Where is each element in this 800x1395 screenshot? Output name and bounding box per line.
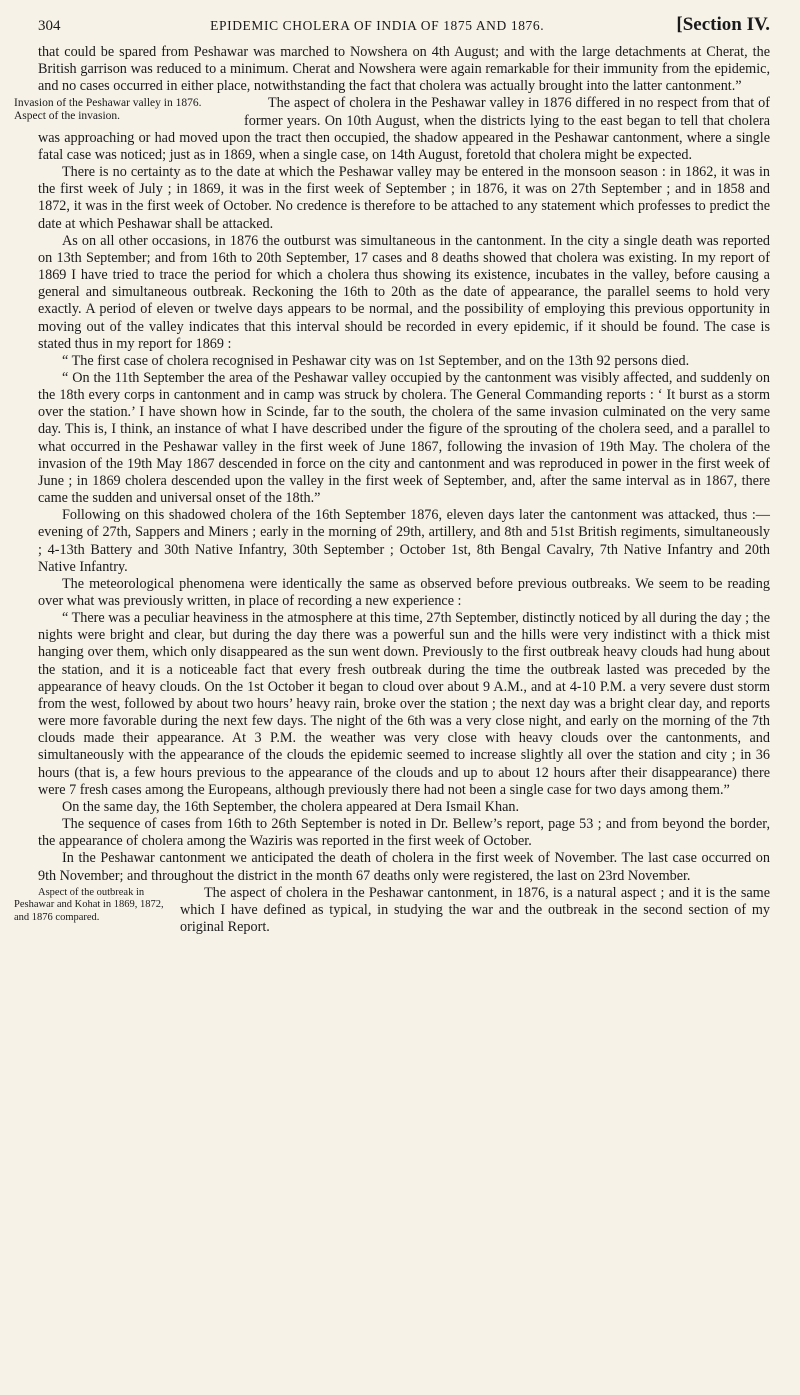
paragraph-10: On the same day, the 16th September, the cholera appeared at Dera Ismail Khan.: [62, 798, 520, 815]
paragraph-9: “ There was a peculiar heaviness in the atmosphere at this time, 27th September, distinctly noticed by all during the day ; the nights were bright and clear, but during the day there was a powerful sun and the hills were very indistinct with a thick mist hanging over them, which only disappeared as the sun went down. Previously to the first outbreak heavy clouds had hung about the station, and it is a noticeable fact that every fresh outbreak during the time the outbreak lasted was preceded by the appearance of heavy clouds. On the 1st October it began to cloud over about 9 A.M., and at 4-10 P.M. a very severe dust storm from the west, followed by about two hours’ heavy rain, broke over the station ; the next day was a bright clear day, and reports were more favorable during the next few days. The night of the 6th was a very close night, and early on the morning of the 7th clouds made their appearance. At 3 P.M. the weather was very close with heavy clouds over the cantonments, and simultaneously with the appearance of the clouds the epidemic seemed to increase slightly all over the station and city ; in 36 hours (that is, a few hours previous to the appearance of the clouds and up to about 12 hours after their disappearance) there were 7 fresh cases among the Europeans, although previously there had not been a single case for two days among them.”: [38, 610, 770, 798]
paragraph-7: Following on this shadowed cholera of the 16th September 1876, eleven days later the cantonment was attacked, thus :—evening of 27th, Sappers and Miners ; early in the morning of 29th, artillery, and 8th and 51st British regiments, simultaneously ; 4-13th Battery and 30th Native Infantry, 30th September ; October 1st, 8th Bengal Cavalry, 7th Native Infantry and 20th Native Infantry.: [38, 507, 770, 575]
page-number: 304: [38, 18, 61, 34]
sidenote-invasion: Invasion of the Peshawar valley in 1876. Aspect of the invasion.: [14, 97, 202, 123]
paragraph-12: In the Peshawar cantonment we anticipated the death of cholera in the first week of November. The last case occurred on 9th November; and throughout the district in the month 67 deaths only were registered, the last on 23rd November.: [38, 850, 770, 884]
paragraph-6: “ On the 11th September the area of the Peshawar valley occupied by the cantonment was visibly affected, and suddenly on the 18th every corps in cantonment and in camp was struck by cholera. The General Commanding reports : ‘ It burst as a storm over the station.’ I have shown how in Scinde, far to the south, the cholera of the same invasion culminated on the very same day. This is, I think, an instance of what I have described under the figure of the sprouting of the cholera seed, and a parallel to what occurred in the Peshawar valley in the first week of June 1867, following the invasion of 19th May. The cholera of the invasion of the 19th May 1867 descended in force on the city and cantonment and was reproduced in power in the first week of June ; in 1869 cholera descended upon the valley in the first week of September, and, after the same interval as in 1867, there came the sudden and universal onset of the 18th.”: [38, 369, 770, 507]
sidenote-aspect: Aspect of the outbreak in Peshawar and Kohat in 1869, 1872, and 1876 compared.: [14, 886, 164, 923]
paragraph-2-text: The aspect of cholera in the Peshawar valley in 1876 differed in no respect from that of former years. On 10th August, when the districts lying to the east began to tell that cholera was approaching or had moved upon the tract then occupied, the shadow appeared in the Peshawar cantonment, where a single fatal case was noticed; just as in 1869, when a single case, on 14th August, foretold that cholera might be expected.: [38, 95, 770, 163]
paragraph-8: The meteorological phenomena were identically the same as observed before previous outbreaks. We seem to be reading over what was previously written, in place of recording a new experience :: [38, 575, 770, 609]
paragraph-13: [14, 884, 770, 936]
paragraph-5: “ The first case of cholera recognised in Peshawar city was on 1st September, and on the 13th 92 persons died.: [62, 352, 690, 369]
paragraph-3: There is no certainty as to the date at which the Peshawar valley may be entered in the monsoon season : in 1862, it was in the first week of July ; in 1869, it was in the first week of September ; in 1876, it was on 27th September ; and in 1858 and 1872, it was in the first week of October. No credence is therefore to be attached to any statement which professes to predict the date at which Peshawar shall be attacked.: [38, 164, 770, 232]
paragraph-2: [14, 95, 770, 164]
paragraph-1: that could be spared from Peshawar was marched to Nowshera on 4th August; and with the large detachments at Cherat, the British garrison was reduced to a minimum. Cherat and Nowshera were again remarkable for their immunity from the epidemic, and no cases occurred in either place, notwithstanding the fact that cholera was actually brought into the latter cantonment.”: [38, 44, 770, 95]
section-label: [Section IV.: [676, 14, 770, 35]
paragraph-13-text: The aspect of cholera in the Peshawar cantonment, in 1876, is a natural aspect ; and it is the same which I have defined as typical, in studying the war and the outbreak in the second section of my original Report.: [180, 884, 770, 935]
running-title: EPIDEMIC CHOLERA OF INDIA OF 1875 AND 1876.: [210, 18, 545, 33]
body-text: [14, 44, 770, 936]
running-header: [38, 14, 770, 44]
paragraph-11: The sequence of cases from 16th to 26th September is noted in Dr. Bellew’s report, page 53 ; and from beyond the border, the appearance of cholera among the Waziris was reported in the first week of October.: [38, 816, 770, 850]
paragraph-4: As on all other occasions, in 1876 the outburst was simultaneous in the cantonment. In the city a single death was reported on 13th September; and from 16th to 20th September, 17 cases and 8 deaths showed that cholera was existing. In my report of 1869 I have tried to trace the period for which a cholera thus showing its existence, incubates in the valley, before causing a general and simultaneous outbreak. Reckoning the 16th to 20th as the date of appearance, the parallel seems to hold very exactly. A period of eleven or twelve days appears to be normal, and the possibility of employing this previous opportunity in moving out of the valley indicates that this interval should be recorded in every epidemic, if it should be found. The case is stated thus in my report for 1869 :: [38, 232, 770, 352]
